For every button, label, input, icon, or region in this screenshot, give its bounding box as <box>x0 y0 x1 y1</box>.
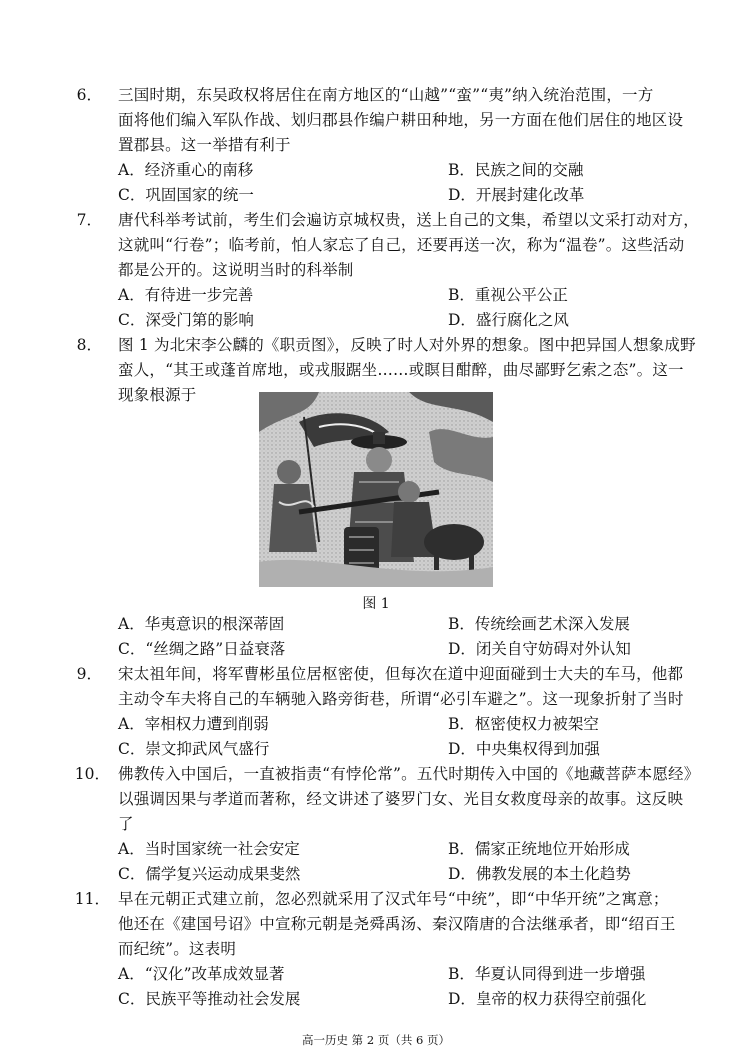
question-stem-line: 蛮人，“其王或蓬首席地，或戎服踞坐……或瞑目酣醉，曲尽鄙野乞索之态”。这一 <box>118 361 684 379</box>
question-stem-line: 唐代科举考试前，考生们会遍访京城权贵，送上自己的文集，希望以文采打动对方， <box>118 211 699 229</box>
option-d[interactable]: D．皇帝的权力获得空前强化 <box>448 990 647 1008</box>
option-c[interactable]: C．儒学复兴运动成果斐然 <box>118 865 301 883</box>
question-stem-line: 主动令车夫将自己的车辆驰入路旁街巷，所谓“必引车避之”。这一现象折射了当时 <box>118 690 684 708</box>
option-b[interactable]: B．儒家正统地位开始形成 <box>448 840 630 858</box>
option-c[interactable]: C．巩固国家的统一 <box>118 186 254 204</box>
question-stem-line: 现象根源于 <box>118 386 197 404</box>
option-a[interactable]: A．“汉化”改革成效显著 <box>118 965 285 983</box>
question-stem-line: 而纪统”。这表明 <box>118 940 237 958</box>
question-stem-line: 图 1 为北宋李公麟的《职贡图》，反映了时人对外界的想象。图中把异国人想象成野 <box>118 336 696 354</box>
option-b[interactable]: B．民族之间的交融 <box>448 161 584 179</box>
question-stem-line: 以强调因果与孝道而著称，经文讲述了婆罗门女、光目女救度母亲的故事。这反映 <box>118 790 684 808</box>
option-d[interactable]: D．盛行腐化之风 <box>448 311 569 329</box>
question-stem-line: 宋太祖年间，将军曹彬虽位居枢密使，但每次在道中迎面碰到士大夫的车马，他都 <box>118 665 684 683</box>
figure-caption: 图 1 <box>362 596 390 612</box>
question-stem-line: 这就叫“行卷”；临考前，怕人家忘了自己，还要再送一次，称为“温卷”。这些活动 <box>118 236 685 254</box>
question-number: 10． <box>74 765 110 783</box>
option-b[interactable]: B．传统绘画艺术深入发展 <box>448 615 630 633</box>
option-c[interactable]: C．“丝绸之路”日益衰落 <box>118 640 286 658</box>
option-d[interactable]: D．闭关自守妨碍对外认知 <box>448 640 631 658</box>
page-footer: 高一历史 第 2 页（共 6 页） <box>302 1033 450 1047</box>
question-stem-line: 面将他们编入军队作战、划归郡县作编户耕田种地，另一方面在他们居住的地区设 <box>118 111 684 129</box>
option-a[interactable]: A．有待进一步完善 <box>118 286 254 304</box>
question-stem-line: 佛教传入中国后，一直被指责“有悖伦常”。五代时期传入中国的《地藏菩萨本愿经》 <box>118 765 700 783</box>
option-a[interactable]: A．经济重心的南移 <box>118 161 254 179</box>
option-a[interactable]: A．当时国家统一社会安定 <box>118 840 300 858</box>
question-stem-line: 早在元朝正式建立前，忽必烈就采用了汉式年号“中统”，即“中华开统”之寓意； <box>118 890 669 908</box>
question-number: 6． <box>76 86 102 104</box>
question-stem-line: 了 <box>118 815 134 833</box>
option-b[interactable]: B．重视公平公正 <box>448 286 568 304</box>
question-stem-line: 置郡县。这一举措有利于 <box>118 136 291 154</box>
question-stem-line: 他还在《建国号诏》中宣称元朝是尧舜禹汤、秦汉隋唐的合法继承者，即“绍百王 <box>118 915 676 933</box>
option-d[interactable]: D．中央集权得到加强 <box>448 740 600 758</box>
option-c[interactable]: C．崇文抑武风气盛行 <box>118 740 270 758</box>
question-number: 9． <box>76 665 102 683</box>
question-stem-line: 都是公开的。这说明当时的科举制 <box>118 261 354 279</box>
option-c[interactable]: C．深受门第的影响 <box>118 311 254 329</box>
option-a[interactable]: A．宰相权力遭到削弱 <box>118 715 269 733</box>
question-number: 11． <box>74 890 110 908</box>
question-number: 7． <box>76 211 102 229</box>
option-d[interactable]: D．佛教发展的本土化趋势 <box>448 865 631 883</box>
option-a[interactable]: A．华夷意识的根深蒂固 <box>118 615 285 633</box>
option-d[interactable]: D．开展封建化改革 <box>448 186 585 204</box>
option-b[interactable]: B．枢密使权力被架空 <box>448 715 599 733</box>
option-b[interactable]: B．华夏认同得到进一步增强 <box>448 965 646 983</box>
painting-illustration <box>259 392 493 587</box>
option-c[interactable]: C．民族平等推动社会发展 <box>118 990 301 1008</box>
tribute-painting-image <box>259 392 493 587</box>
question-number: 8． <box>76 336 102 354</box>
question-stem-line: 三国时期，东吴政权将居住在南方地区的“山越”“蛮”“夷”纳入统治范围，一方 <box>118 86 654 104</box>
